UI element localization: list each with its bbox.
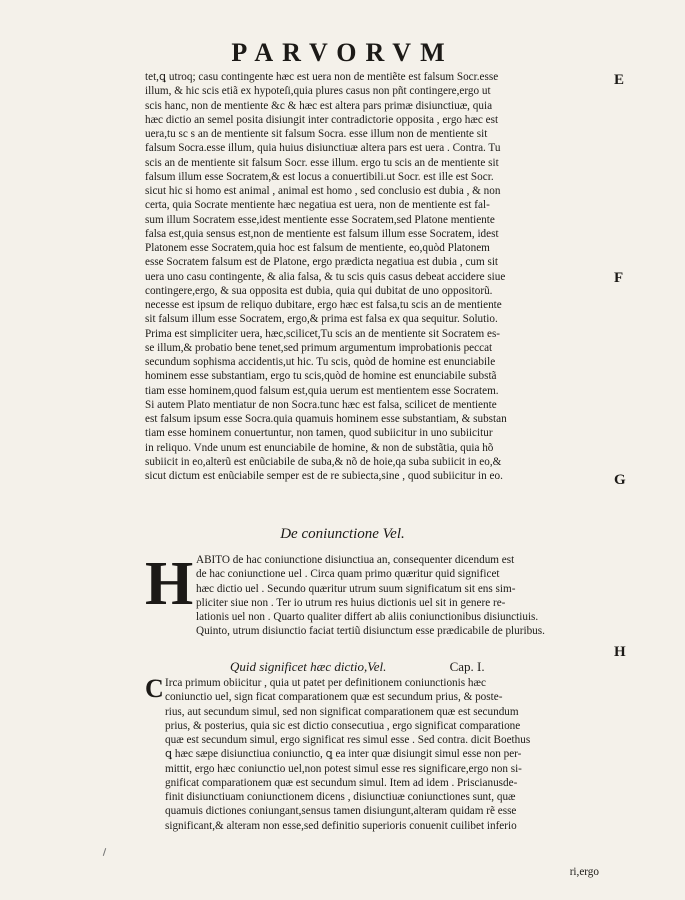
text-line: de hac coniunctione uel . Circa quam primo quæritur quid significet — [196, 568, 500, 581]
drop-cap: H — [145, 550, 194, 618]
text-line: in reliquo. Vnde unum est enunciabile de homine, & non de substãtia, quia hõ — [145, 441, 494, 454]
text-line: Prima est simpliciter uera, hæc,scilicet,Tu scis an de mentiente sit Socratem es- — [145, 327, 501, 340]
text-line: finit disiunctiuam coniunctionem dicens , disiunctiuæ coniunctiones sunt, quæ — [165, 791, 516, 803]
text-line: Irca primum obiicitur , quia ut patet per definitionem coniunctionis hæc — [165, 677, 486, 689]
text-line: significant,& alteram non esse,sed definitio superioris conuenit cuilibet inferio — [165, 819, 517, 832]
text-line: tiam esse hominem,quod falsum est,quia uerum est mentientem esse Socratem. — [145, 384, 499, 397]
chapter-label: Cap. I. — [449, 659, 485, 674]
text-line: tet,ꝗ utroq; casu contingente hæc est uera non de mentiẽte est falsum Socr.esse — [145, 71, 499, 83]
text-line: illum, & hic scis etiã ex hypoteſi,quia plures casus non pñt contingere,ergo ut — [145, 85, 491, 98]
text-line: uera,tu sc s an de mentiente sit falsum Socra. esse illum non de mentiente sit — [145, 128, 488, 140]
text-line: sum illum Socratem esse,idest mentiente esse Socratem,sed Platone mentiente — [145, 213, 495, 226]
margin-letter-h: H — [614, 644, 626, 660]
text-line: subiicit in eo,alterũ est enũciabile de suba,& nõ de hoie,qa suba subiicit in eo,& — [145, 455, 502, 468]
text-block-3 — [165, 676, 605, 833]
chapter-heading — [230, 659, 485, 675]
text-line: mittit, ergo hæc coniunctio uel,non potest simul esse res significare,ergo non si- — [165, 762, 522, 775]
section-heading: De coniunctione Vel. — [280, 526, 405, 542]
text-block-1 — [145, 70, 605, 483]
text-line: quæ est secundum simul, ergo significat res simul esse . Sed contra. dicit Boethus — [165, 734, 531, 746]
text-line: hæc dictio uel . Secundo quæritur utrum suum significatum sit ens sim- — [196, 582, 516, 595]
text-line: falsum Socra.esse illum, quia huius disiunctiuæ altera pars est uera . Contra. Tu — [145, 142, 501, 155]
text-line: prius, & posterius, quia sic est dictio consecutiua , ergo significat comparatione — [165, 719, 521, 732]
text-line: quamuis dictiones coniungant,sensus tamen disiungunt,alteram quidam rẽ esse — [165, 805, 517, 818]
text-line: hominem esse substantiam, ergo tu scis,quòd de homine est enunciabile substã — [145, 370, 497, 383]
text-line: sicut hic si homo est animal , animal est homo , sed conclusio est dubia , & non — [145, 185, 501, 197]
text-line: secundum sophisma accidentis,ut hic. Tu scis, quòd de homine est enunciabile — [145, 356, 496, 368]
text-line: est falsum ipsum esse Socra.quia quamuis hominem esse substantiam, & substan — [145, 413, 507, 425]
chapter-title: Quid significet hæc dictio,Vel. — [230, 659, 387, 674]
text-block-2 — [196, 553, 606, 639]
text-line: necesse est ipsum de reliquo dubitare, ergo hæc est falsa,tu scis an de mentiente — [145, 299, 502, 311]
text-line: coniunctio uel, sign ficat comparationem quæ est secundum prius, & poste- — [165, 691, 503, 704]
initial-letter: C — [145, 674, 164, 703]
text-line: rius, aut secundum simul, sed non significat comparationem quæ est secundum — [165, 705, 519, 718]
text-line: Si autem Plato mentiatur de non Socra.tunc hæc est falsa, scilicet de mentiente — [145, 398, 497, 411]
text-line: gnificat comparationem quæ est secundum simul. Item ad idem . Priscianusde- — [165, 776, 518, 789]
text-line: certa, quia Socrate mentiente hæc negatiua est uera, non de mentiente est fal- — [145, 199, 490, 212]
text-line: Quinto, utrum disiunctio faciat tertiũ disiunctum esse prædicabile de pluribus. — [196, 625, 545, 638]
text-line: tiam esse hominem conuertuntur, non tamen, quod subiicitur in uno subiicitur — [145, 427, 493, 440]
text-line: Platonem esse Socratem,quia hoc est falsum de mentiente, eo,quòd Platonem — [145, 242, 490, 254]
text-line: falsa est,quia sensus est,non de mentiente est falsum illum esse Socratem, idest — [145, 227, 499, 240]
running-head: PARVORVM — [231, 38, 454, 67]
text-line: ABITO de hac coniunctione disiunctiua an, consequenter dicendum est — [196, 554, 515, 566]
text-line: esse Socratem falsum est de Platone, ergo prædicta negatiua est dubia , cum sit — [145, 256, 499, 269]
text-line: scis hanc, non de mentiente &c & hæc est altera pars primæ disiunctiuæ, quia — [145, 99, 493, 112]
text-line: contingere,ergo, & sua opposita est dubia, quia qui dubitat de uno oppositorũ. — [145, 284, 493, 297]
text-line: ꝗ hæc sæpe disiunctiua coniunctio, ꝗ ea inter quæ disiungit simul esse non per- — [165, 748, 522, 761]
text-line: se illum,& probatio bene tenet,sed primum argumentum improbationis peccat — [145, 341, 493, 354]
text-line: uera uno casu contingente, & alia falsa, & tu scis quis casus debeat accidere siue — [145, 270, 506, 283]
text-line: sicut dictum est enũciabile semper est de re subiecta,sine , quod subiicitur in eo. — [145, 470, 503, 482]
text-line: sit falsum illum esse Socratem, ergo,& prima est falsa ex qua sequitur. Solutio. — [145, 313, 498, 326]
margin-letter-g: G — [614, 472, 626, 488]
margin-letter-e: E — [614, 72, 625, 88]
text-line: hæc dictio an semel posita disiungit inter contradictorie opposita , ergo hæc est — [145, 113, 499, 126]
margin-letter-f: F — [614, 270, 624, 286]
text-line: scis an de mentiente sit falsum Socr. esse illum. ergo tu scis an de mentiente sit — [145, 156, 499, 169]
text-line: lationis uel non . Quarto qualiter differt ab aliis coniunctionibus disiunctiuis. — [196, 611, 539, 623]
text-line: falsum illum esse Socratem,& est locus a conuertibili.ut Socr. est ille est Socr. — [145, 170, 494, 183]
ink-mark — [103, 848, 106, 856]
text-line: pliciter siue non . Ter io utrum res huius dictionis uel sit in genere re- — [196, 596, 506, 609]
catchword: ri,ergo — [569, 866, 599, 878]
